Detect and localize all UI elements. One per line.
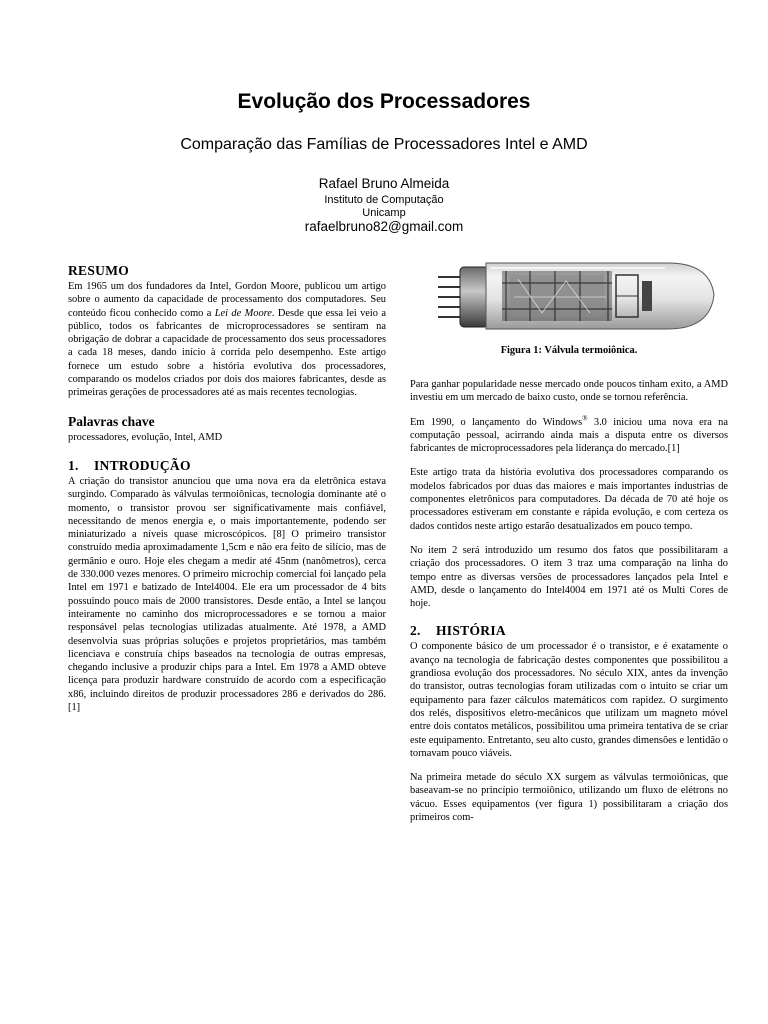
vacuum-tube-figure — [410, 253, 728, 337]
intro-continuation-p3: Este artigo trata da história evolutiva dos processadores comparando os modelos fabricados por duas das maiores e mais importantes industrias de componentes eletrônicos para computadores. Da década de 70 até hoje os processadores estiveram em constante e rápida evolução, e com certeza os dados contidos neste artigo estarão desatualizados em pouco tempo. — [410, 467, 728, 532]
moore-law-term: Lei de Moore — [214, 307, 272, 319]
intro-continuation-p1: Para ganhar popularidade nesse mercado onde poucos tinham exito, a AMD investiu em um mercado de baixo custo, onde se tornou referência. — [410, 379, 728, 404]
keywords-text: processadores, evolução, Intel, AMD — [68, 431, 223, 443]
author-name: Rafael Bruno Almeida — [318, 176, 450, 191]
paper-title: Evolução dos Processadores — [237, 90, 531, 113]
figure-caption: Figura 1: Válvula termoiônica. — [500, 345, 638, 356]
historia-p2: Na primeira metade do século XX surgem as válvulas termoiônicas, que baseavam-se no princípio termoiônico, utilizando um fluxo de elétrons no vácuo. Esses equipamentos (ver figura 1) possibilitaram a criação dos primeiros com- — [410, 772, 728, 824]
author-university: Unicamp — [362, 207, 406, 219]
paper-subtitle: Comparação das Famílias de Processadores Intel e AMD — [180, 136, 588, 153]
historia-p1: O componente básico de um processador é o transistor, e é exatamente o avanço na tecnologia de fabricação destes componentes que possibilitou a grandiosa evolução dos processadores. No século XIX, antes da invenção do transistor, outras tecnologias foram utilizadas com o intuito se criar um equipamento para fazer cálculos matemáticos com rapidez. O surgimento dos relés, dispositivos eletro-mecânicos que utilizam um magneto móvel entre dois contatos metálicos, possibilitou uma primeira tentativa de se criar este equipamento. Entretanto, seu alto custo, grandes dimensões e lentidão o tornavam pouco viáveis. — [410, 641, 728, 759]
left-column — [68, 263, 386, 714]
historia-heading: 2. HISTÓRIA — [410, 623, 506, 639]
resumo-heading: RESUMO — [68, 263, 130, 278]
author-institute: Instituto de Computação — [324, 194, 444, 206]
intro-heading: 1. INTRODUÇÃO — [68, 457, 191, 473]
resumo-text: Em 1965 um dos fundadores da Intel, Gordon Moore, publicou um artigo sobre o aumento da capacidade de processamento dos computadores. Seu conteúdo ficou conhecido como a Lei de Moore. Desde que essa lei veio a público, todos os fabricantes de microprocessadores se sentiram na obrigação de dobrar a capacidade de processamento dos seus processadores a cada 18 meses, dando início à corrida pelo desempenho. Este artigo fornece um estudo sobre a história evolutiva dos processadores, comparando os modelos criados por dois dos maiores fabricantes, desde as primeiras gerações de processadores até as mais recentes tecnologias. — [68, 281, 386, 399]
intro-continuation-p4: No item 2 será introduzido um resumo dos fatos que possibilitaram a criação dos processadores. O item 3 traz uma comparação na linha do tempo entre as diversas versões de processadores lançados pela Intel e AMD, desde o lançamento do Intel4004 em 1971 até os Multi Cores de hoje. — [410, 544, 728, 610]
keywords-heading: Palavras chave — [68, 413, 155, 429]
intro-text: A criação do transistor anunciou que uma nova era da eletrônica estava surgindo. Comparado às válvulas termoiônicas, tecnologia dominante até o momento, o transistor provou ser significativamente mais confiável, necessitando de menos energia e, o mais importantemente, podendo ser miniaturizado a níveis quase microscópicos. [8] O primeiro transistor construído media aproximadamente 1,5cm e não era feito de silício, mas de germânio e ouro. Hoje eles chegam a medir até 45nm (nanômetros), cerca de 330.000 vezes menores. O primeiro microchip comercial foi lançado pela Intel em 1971 e batizado de Intel4004. Ele era um processador de 4 bits possuindo pouco mais de 2000 transistores. Desde então, a Intel se lançou inteiramente no caminho dos microprocessadores e se tornou a maior responsável pelas tecnologias utilizadas atualmente. Até 1978, a AMD desenvolvia suas próprias soluções e projetos proprietários, mas também licenciava e construía chips baseados na tecnologia de outras empresas, chegando inclusive a produzir chips para a Intel. Em 1978 a AMD obteve licença para produzir hardware construído de acordo com a especificação x86, incluindo direitos de produzir processadores 286 e derivados do 286.[1] — [68, 475, 386, 714]
intro-continuation-p2: Em 1990, o lançamento do Windows® 3.0 iniciou uma nova era na computação pessoal, acirrando ainda mais a disputa entre os diversos fabricantes de microprocessadores pela liderança do mercado.[1] — [410, 414, 728, 455]
vacuum-tube-illustration — [410, 253, 728, 337]
author-email: rafaelbruno82@gmail.com — [304, 219, 464, 234]
right-column — [410, 253, 728, 824]
